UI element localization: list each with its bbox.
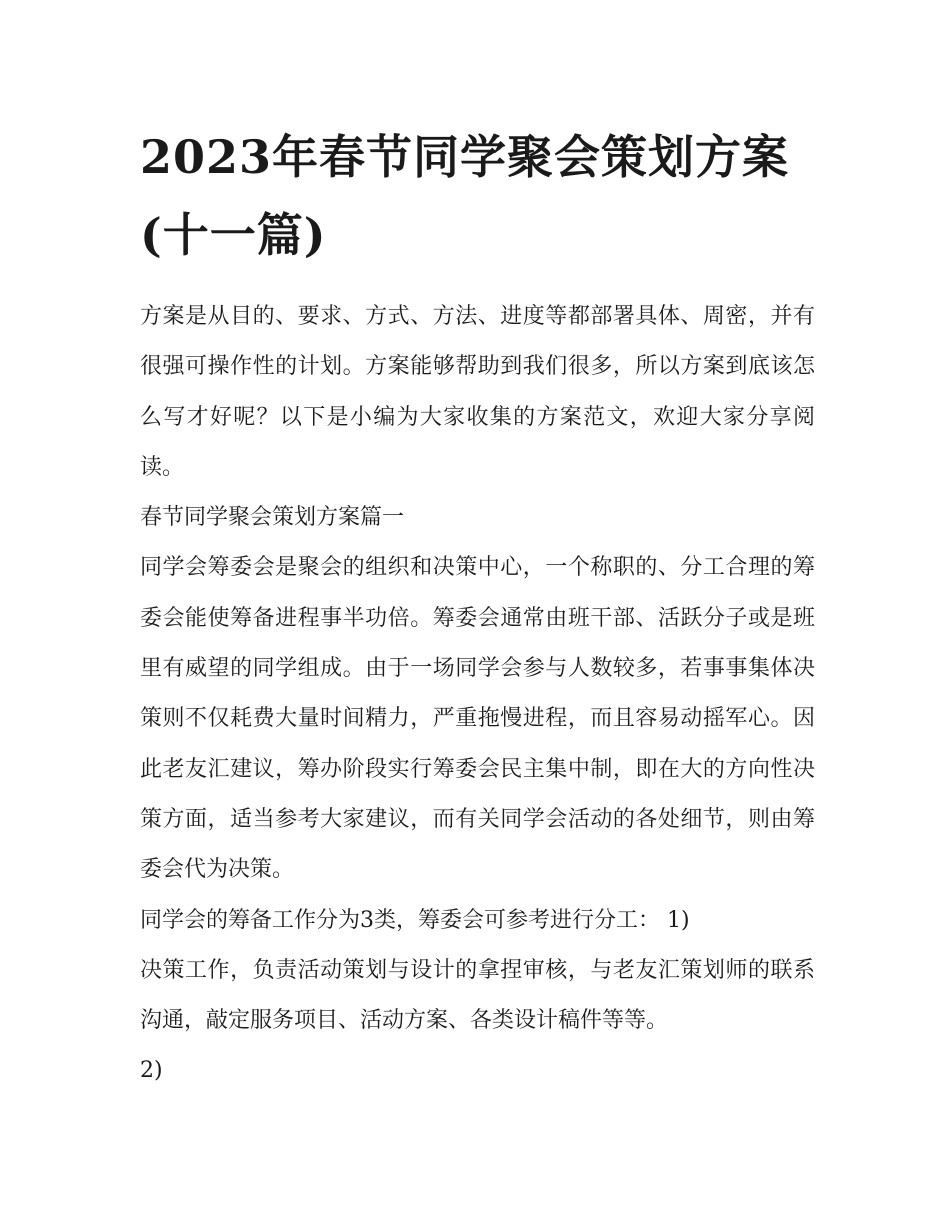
list-marker-paragraph: 2) (140, 1058, 163, 1084)
division-paragraph: 同学会的筹备工作分为3类，筹委会可参考进行分工： 1) (140, 907, 690, 933)
document-body (140, 292, 815, 1097)
decision-work-paragraph: 决策工作，负责活动策划与设计的拿捏审核，与老友汇策划师的联系沟通，敲定服务项目、活动方案、各类设计稿件等等。 (140, 957, 815, 1034)
document-page (140, 118, 815, 1097)
committee-paragraph: 同学会筹委会是聚会的组织和决策中心，一个称职的、分工合理的筹委会能使筹备进程事半功倍。筹委会通常由班干部、活跃分子或是班里有威望的同学组成。由于一场同学会参与人数较多，若事事集体决策则不仅耗费大量时间精力，严重拖慢进程，而且容易动摇军心。因此老友汇建议，筹办阶段实行筹委会民主集中制，即在大的方向性决策方面，适当参考大家建议，而有关同学会活动的各处细节，则由筹委会代为决策。 (140, 555, 815, 883)
section-heading: 春节同学聚会策划方案篇一 (140, 505, 405, 531)
document-title: 2023年春节同学聚会策划方案(十一篇) (140, 130, 790, 262)
intro-paragraph: 方案是从目的、要求、方式、方法、进度等都部署具体、周密，并有很强可操作性的计划。方案能够帮助到我们很多，所以方案到底该怎么写才好呢？以下是小编为大家收集的方案范文，欢迎大家分享阅读。 (140, 304, 815, 480)
